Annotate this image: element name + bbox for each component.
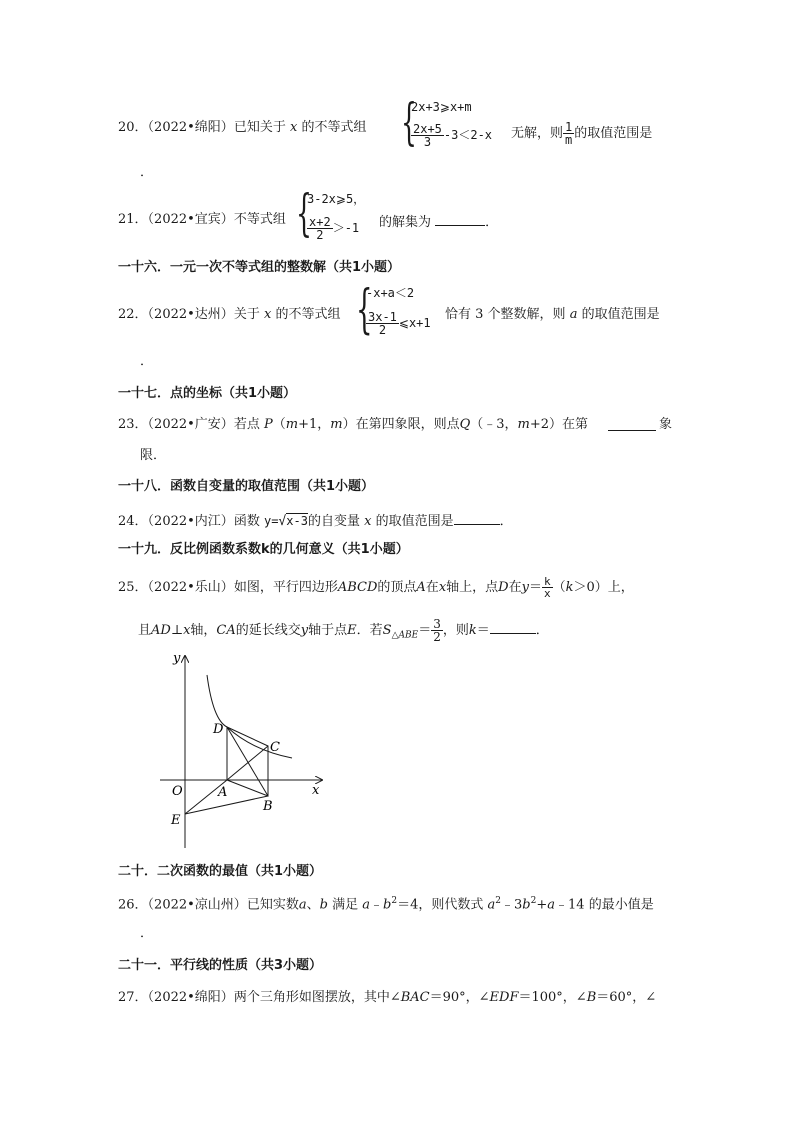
q22-ineq1: -x+a＜2 [366, 286, 415, 300]
label-b: B [263, 799, 273, 814]
q22-brace: { [356, 280, 373, 340]
q21-brace: { [296, 184, 312, 242]
line-db [227, 727, 268, 796]
label-e: E [171, 813, 181, 828]
label-y: y [173, 651, 181, 666]
section-16-heading: 一十六．一元一次不等式组的整数解（共1小题） [118, 260, 401, 275]
q21-ineq1: 3-2x⩾5， [307, 192, 366, 206]
q25-figure [160, 648, 340, 858]
q20-ineq2: $\frac{2x+5}{3}$ -3＜2-x [413, 122, 493, 149]
q24-radicand: x-3 [286, 514, 308, 528]
section-18-heading: 一十八．函数自变量的取值范围（共1小题） [118, 479, 375, 494]
q21-ineq2: $\frac{x+2}{2}$ ＞-1 [309, 215, 360, 242]
label-a: A [218, 785, 228, 800]
q20-line1: 20．（2022•绵阳）已知关于 x 的不等式组 [118, 120, 367, 135]
q22-ineq2: $\frac{3x-1}{2}$ ⩽x+1 [368, 310, 431, 337]
section-19-heading: 一十九．反比例函数系数k的几何意义（共1小题） [118, 542, 409, 557]
label-x: x [312, 783, 320, 798]
q20-end: ． [140, 165, 154, 180]
section-21-heading: 二十一．平行线的性质（共3小题） [118, 958, 323, 973]
label-c: C [270, 740, 280, 755]
q20-ineq1: 2x+3⩾x+m [411, 100, 472, 114]
q20-brace: { [401, 93, 417, 151]
section-17-heading: 一十七．点的坐标（共1小题） [118, 386, 297, 401]
q20-source: （2022•绵阳） [147, 120, 234, 135]
label-d: D [213, 722, 224, 737]
q23-answer-blank[interactable] [608, 418, 656, 431]
q20-line1-tail: 无解，则 $\frac{1}{m}$ 的取值范围是 [511, 120, 653, 147]
q20-fraction: $\frac{1}{m}$ [565, 120, 573, 147]
line-ac [227, 746, 268, 780]
section-20-heading: 二十．二次函数的最值（共1小题） [118, 864, 323, 879]
q21-answer-blank[interactable] [435, 213, 485, 226]
q20-number: 20． [118, 120, 148, 135]
label-o: O [172, 784, 183, 799]
q25-answer-blank[interactable] [490, 621, 536, 634]
q24-answer-blank[interactable] [454, 512, 500, 525]
